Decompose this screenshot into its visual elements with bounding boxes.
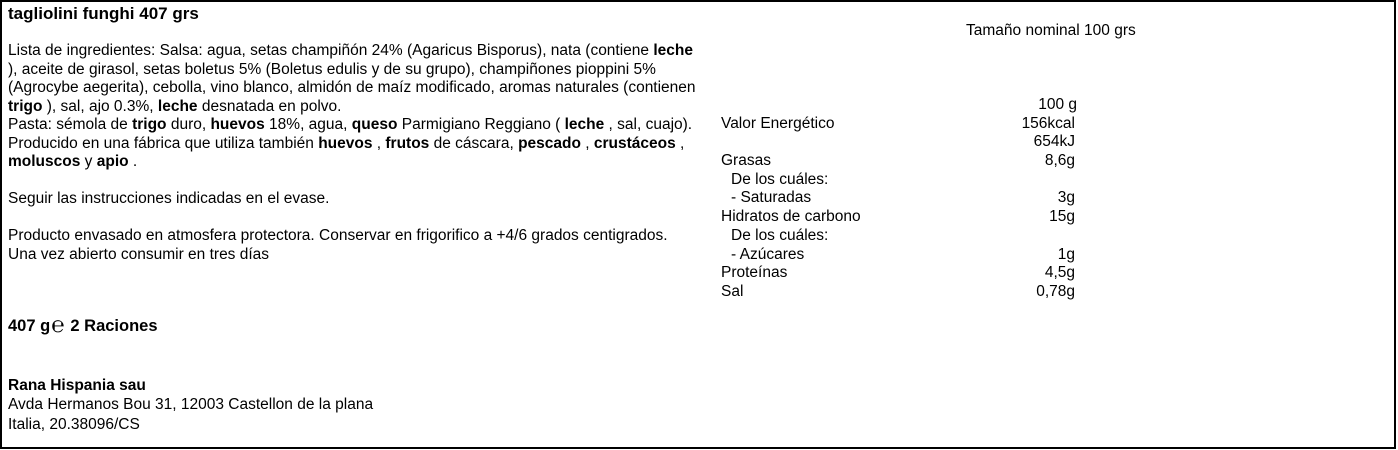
nutrition-row (721, 264, 1081, 283)
allergen-word: crustáceos (593, 134, 676, 152)
nutrient-name: Hidratos de carbono (721, 208, 861, 226)
nutrient-value: 156kcal (1021, 114, 1075, 132)
allergen-traces (8, 135, 698, 172)
ingredient-text: ), aceite de girasol, setas boletus 5% (Boletus edulis y de su grupo), champiñones pioppini 5% (Agrocybe aegerita), cebolla, vino blanco, almidón de maíz modificado, aromas naturales (contienen (8, 60, 696, 96)
ingredient-text: Parmigiano Reggiano ( (397, 116, 565, 133)
nutrient-name: Proteínas (721, 264, 788, 282)
nutrition-row (721, 227, 1081, 246)
allergen-word: moluscos (8, 153, 81, 170)
nutrient-name: - Saturadas (731, 189, 812, 207)
ingredient-text: , (580, 134, 594, 152)
nutrition-row (721, 152, 1081, 171)
ingredient-text: . (128, 153, 138, 170)
nutrient-value: 8,6g (1044, 152, 1075, 170)
allergen-word: leche (564, 116, 605, 133)
company-address: Avda Hermanos Bou 31, 12003 Castellon de la plana (8, 396, 374, 413)
nutrient-value: 15g (1049, 208, 1075, 226)
allergen-word: apio (96, 153, 129, 170)
nutrition-row (721, 208, 1081, 227)
allergen-word: pescado (518, 134, 581, 152)
nutrition-row (721, 133, 1081, 152)
nutrient-value: 1g (1057, 245, 1075, 263)
nominal-size: Tamaño nominal 100 grs (966, 22, 1136, 39)
nutrition-row (721, 246, 1081, 265)
net-quantity (8, 313, 158, 338)
ingredient-text: de cáscara, (429, 134, 519, 152)
nutrient-name: Sal (721, 282, 744, 300)
nutrition-column-header: 100 g (1038, 96, 1077, 113)
ingredient-text: 18%, agua, (264, 116, 352, 133)
nutrition-row (721, 189, 1081, 208)
ingredients-sauce (8, 42, 698, 116)
estimated-sign-icon: ℮ (51, 313, 65, 338)
ingredient-text: desnatada en polvo. (197, 97, 342, 115)
ingredient-text: Lista de ingredientes: Salsa: agua, setas champiñón 24% (Agaricus Bisporus), nata (contiene (8, 42, 654, 59)
nutrient-name: De los cuáles: (731, 226, 829, 244)
ingredients-pasta (8, 116, 698, 135)
net-weight: 407 g (8, 317, 51, 335)
allergen-word: huevos (318, 134, 373, 152)
nutrient-name: Valor Energético (721, 114, 835, 132)
storage-info: Producto envasado en atmosfera protectora. Conservar en frigorifico a +4/6 grados centigrados. Una vez abierto consumir en tres días (8, 227, 668, 263)
nutrient-value: 3g (1057, 189, 1075, 207)
allergen-word: frutos (385, 134, 430, 152)
instructions: Seguir las instrucciones indicadas en el evase. (8, 190, 330, 207)
nutrient-name: De los cuáles: (731, 170, 829, 188)
ingredient-text: , (675, 134, 685, 152)
allergen-word: trigo (132, 116, 167, 133)
ingredient-text: ), sal, ajo 0.3%, (42, 97, 158, 115)
nutrient-value: 4,5g (1044, 264, 1075, 282)
nutrition-row (721, 171, 1081, 190)
ingredient-text: duro, (166, 116, 211, 133)
company-name: Rana Hispania sau (8, 377, 146, 394)
product-title: tagliolini funghi 407 grs (8, 4, 199, 23)
allergen-word: leche (653, 42, 693, 59)
nutrient-name: - Azúcares (731, 245, 805, 263)
nutrient-name: Grasas (721, 152, 771, 170)
allergen-word: huevos (210, 116, 265, 133)
ingredient-text: , (372, 134, 386, 152)
allergen-word: queso (351, 116, 398, 133)
ingredient-text: Pasta: sémola de (8, 116, 133, 133)
allergen-word: trigo (8, 97, 43, 115)
nutrition-row (721, 283, 1081, 302)
ingredient-text: , sal, cuajo). (604, 116, 693, 133)
nutrition-table (721, 96, 1081, 302)
nutrient-value: 654kJ (1033, 133, 1075, 151)
nutrition-header-row (721, 96, 1081, 115)
company-country-code: Italia, 20.38096/CS (8, 416, 140, 433)
nutrition-row (721, 115, 1081, 134)
ingredient-text: Producido en una fábrica que utiliza también (8, 134, 319, 152)
portions: 2 Raciones (70, 317, 158, 335)
nutrient-value: 0,78g (1036, 282, 1075, 300)
ingredients-block (8, 42, 698, 264)
allergen-word: leche (157, 97, 198, 115)
ingredient-text: y (80, 153, 97, 170)
